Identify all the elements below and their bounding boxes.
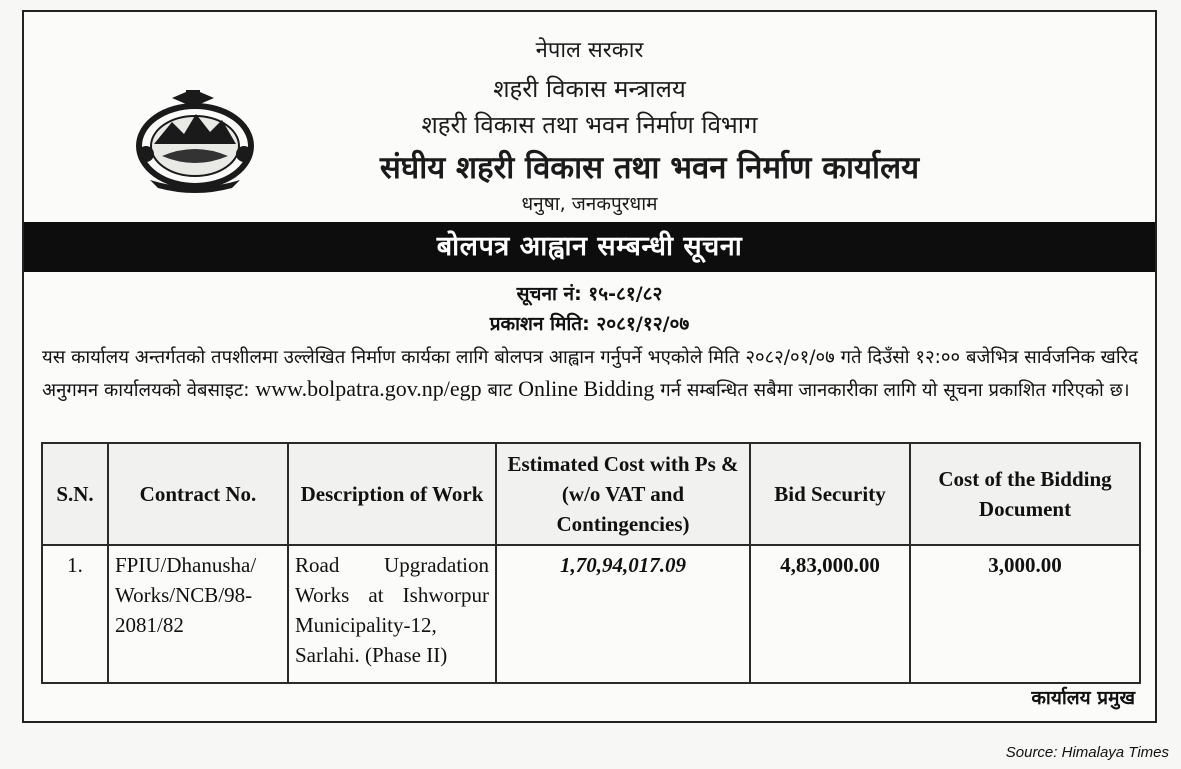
- notice-title-banner: बोलपत्र आह्वान सम्बन्धी सूचना: [24, 222, 1155, 272]
- tender-table: [41, 442, 1141, 684]
- cell-description: Road Upgradation Works at Ishworpur Municipality-12, Sarlahi. (Phase II): [288, 545, 496, 683]
- office-chief-signature: कार्यालय प्रमुख: [1031, 687, 1135, 709]
- cell-sn: 1.: [42, 545, 108, 683]
- header-bid-security: Bid Security: [750, 443, 910, 545]
- cell-contract-no: FPIU/Dhanusha/ Works/NCB/98-2081/82: [108, 545, 288, 683]
- header-estimated-cost: Estimated Cost with Ps & (w/o VAT and Contingencies): [496, 443, 750, 545]
- government-name: नेपाल सरकार: [535, 38, 644, 63]
- notice-frame: [22, 10, 1157, 723]
- body-text-start: यस कार्यालय अन्तर्गतको तपशीलमा उल्लेखित निर्माण कार्यका लागि बोलपत्र आह्वान गर्नुपर्ने भएकोले मिति २०८२/०१/०७ गते दिउँसो १२:०० बजेभित्र सार्वजनिक खरिद अनुगमन कार्यालयको वेबसाइट:: [42, 347, 1138, 401]
- table-header-row: [42, 443, 1140, 545]
- cell-doc-cost: 3,000.00: [910, 545, 1140, 683]
- department-name: शहरी विकास तथा भवन निर्माण विभाग: [421, 111, 758, 139]
- header-sn: S.N.: [42, 443, 108, 545]
- online-bidding-text: Online Bidding: [518, 376, 655, 401]
- cell-bid-security: 4,83,000.00: [750, 545, 910, 683]
- table-row: [42, 545, 1140, 683]
- cell-estimated-cost: 1,70,94,017.09: [496, 545, 750, 683]
- office-location: धनुषा, जनकपुरधाम: [521, 193, 658, 215]
- notice-body: [42, 342, 1138, 406]
- header-description: Description of Work: [288, 443, 496, 545]
- notice-number: सूचना नं: १५-८१/८२: [516, 283, 663, 305]
- header-doc-cost: Cost of the Bidding Document: [910, 443, 1140, 545]
- header-contract-no: Contract No.: [108, 443, 288, 545]
- publication-date: प्रकाशन मिति: २०८१/१२/०७: [489, 313, 690, 335]
- ministry-name: शहरी विकास मन्त्रालय: [493, 75, 686, 103]
- office-name: संघीय शहरी विकास तथा भवन निर्माण कार्यालय: [379, 150, 920, 186]
- body-text-mid: बाट: [487, 380, 513, 401]
- bolpatra-url-link[interactable]: www.bolpatra.gov.np/egp: [255, 376, 482, 401]
- body-text-end: गर्न सम्बन्धित सबैमा जानकारीका लागि यो सूचना प्रकाशित गरिएको छ।: [660, 380, 1130, 401]
- source-caption: Source: Himalaya Times: [1005, 744, 1169, 761]
